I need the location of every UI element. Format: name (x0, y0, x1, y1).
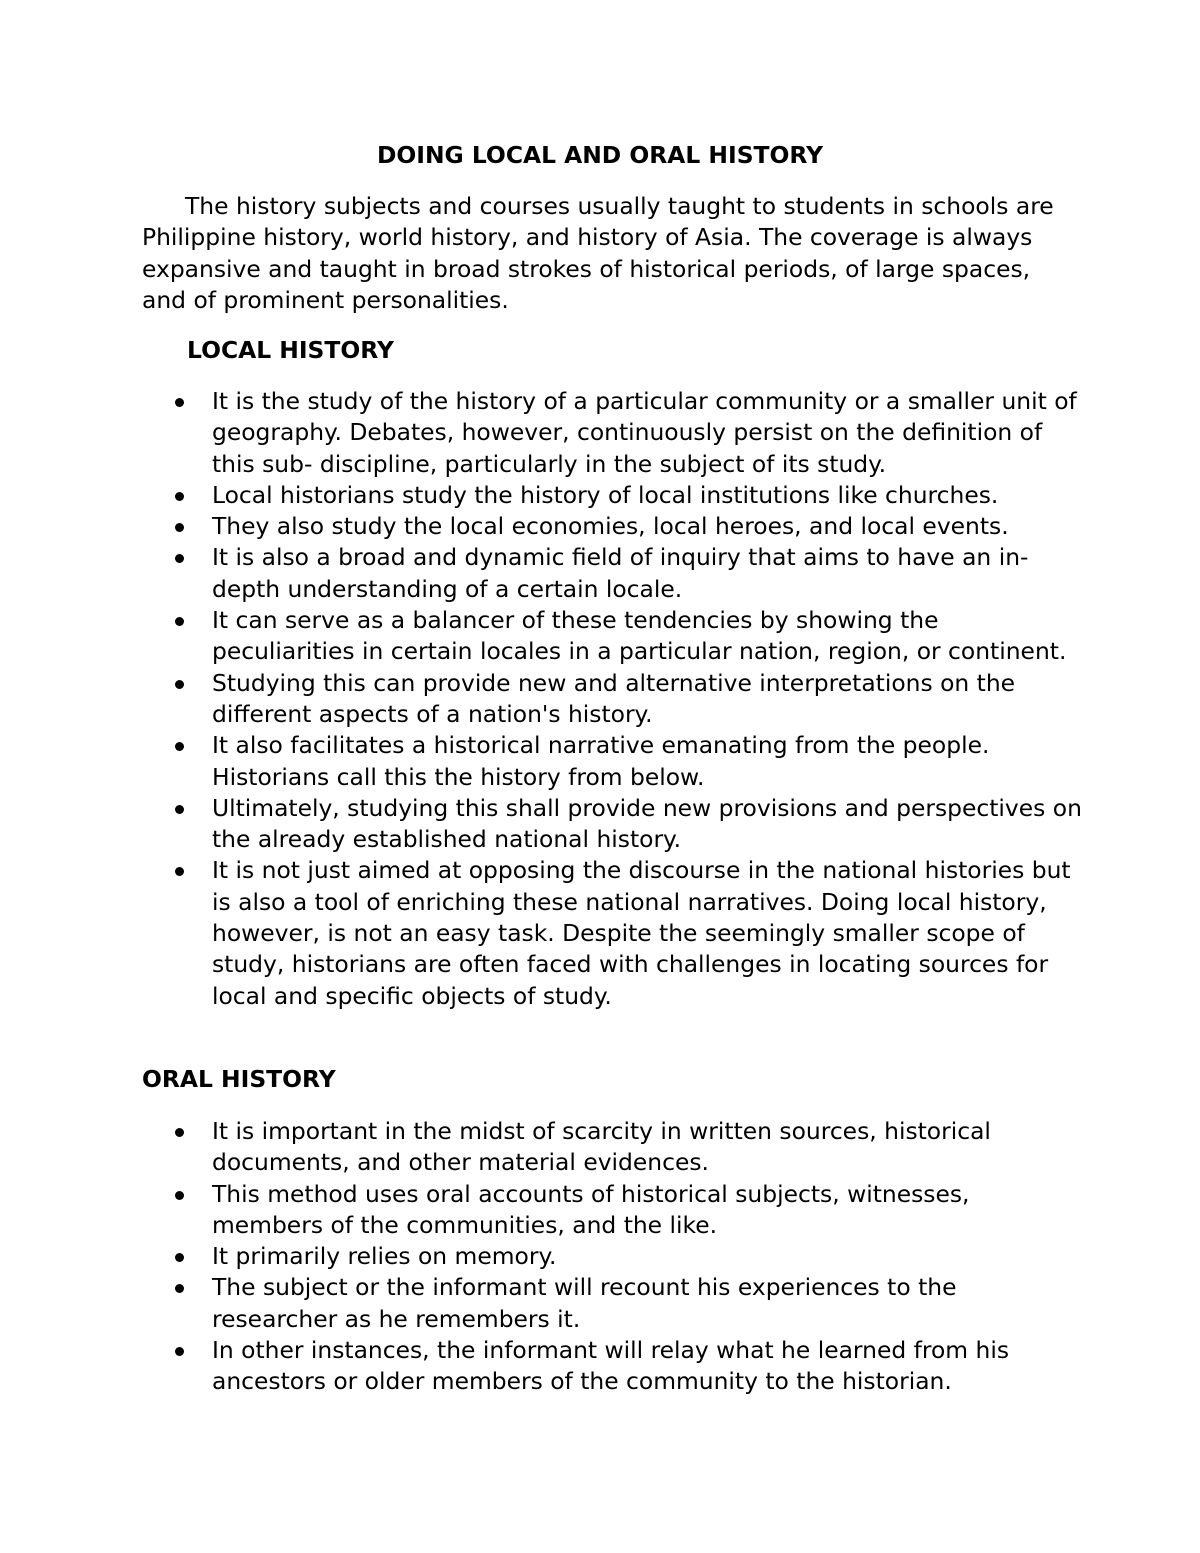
list-item-text: It also facilitates a historical narrative emanating from the people. Historians call this the history from below. (212, 731, 990, 791)
list-item (212, 1241, 1082, 1272)
bullet-icon (175, 492, 184, 501)
bullet-icon (175, 617, 184, 626)
intro-text: The history subjects and courses usually taught to students in schools are Philippine history, world history, and history of Asia. The coverage is always expansive and taught in broad strokes of historical periods, of large spaces, and of prominent personalities. (142, 192, 1054, 314)
list-item-text: Ultimately, studying this shall provide new provisions and perspectives on the already established national history. (212, 793, 1082, 854)
oral-history-list (212, 1116, 1082, 1398)
list-item-text: It is also a broad and dynamic field of inquiry that aims to have an in-depth understanding of a certain locale. (212, 543, 1029, 603)
list-item-text: Studying this can provide new and alternative interpretations on the different aspects of a nation's history. (212, 668, 1016, 728)
bullet-icon (175, 1284, 184, 1293)
list-item-text: It is important in the midst of scarcity in written sources, historical documents, and other material evidences. (212, 1117, 991, 1177)
document-title: DOING LOCAL AND ORAL HISTORY (376, 141, 824, 169)
bullet-icon (175, 554, 184, 563)
list-item-text: It is the study of the history of a particular community or a smaller unit of geography. Debates, however, continuously persist on the definition of this sub- discipline, particularly in the subject of its study. (212, 387, 1077, 478)
list-item-text: It primarily relies on memory. (212, 1242, 557, 1271)
list-item-text: This method uses oral accounts of historical subjects, witnesses, members of the communities, and the like. (212, 1179, 970, 1239)
list-item (212, 511, 1082, 542)
list-item (212, 605, 1082, 668)
intro-paragraph (142, 191, 1062, 316)
list-item (212, 386, 1082, 480)
list-item (212, 1116, 1082, 1179)
bullet-icon (175, 805, 184, 814)
local-history-heading: LOCAL HISTORY (187, 336, 394, 364)
list-item-text: The subject or the informant will recount his experiences to the researcher as he remembers it. (212, 1273, 957, 1333)
list-item (212, 730, 1082, 793)
bullet-icon (175, 742, 184, 751)
bullet-icon (175, 1191, 184, 1200)
bullet-icon (175, 1253, 184, 1262)
bullet-icon (175, 1347, 184, 1356)
local-history-list (212, 386, 1082, 1012)
list-item-text: It is not just aimed at opposing the discourse in the national histories but is also a tool of enriching these national narratives. Doing local history, however, is not an easy task. Despite the seemingly smaller scope of study, historians are often faced with challenges in locating sources for local and specific objects of study. (212, 856, 1071, 1010)
list-item (212, 1335, 1082, 1398)
bullet-icon (175, 867, 184, 876)
list-item-text: They also study the local economies, local heroes, and local events. (212, 512, 1009, 541)
list-item-text: It can serve as a balancer of these tendencies by showing the peculiarities in certain locales in a particular nation, region, or continent. (212, 606, 1067, 666)
list-item (212, 668, 1082, 731)
list-item (212, 542, 1082, 605)
list-item-text: In other instances, the informant will relay what he learned from his ancestors or older members of the community to the historian. (212, 1336, 1010, 1396)
list-item (212, 480, 1082, 511)
bullet-icon (175, 680, 184, 689)
oral-history-heading: ORAL HISTORY (142, 1065, 336, 1093)
bullet-icon (175, 398, 184, 407)
bullet-icon (175, 523, 184, 532)
list-item (212, 793, 1082, 856)
list-item (212, 855, 1082, 1011)
list-item (212, 1179, 1082, 1242)
bullet-icon (175, 1128, 184, 1137)
list-item (212, 1272, 1082, 1335)
list-item-text: Local historians study the history of local institutions like churches. (212, 480, 999, 509)
